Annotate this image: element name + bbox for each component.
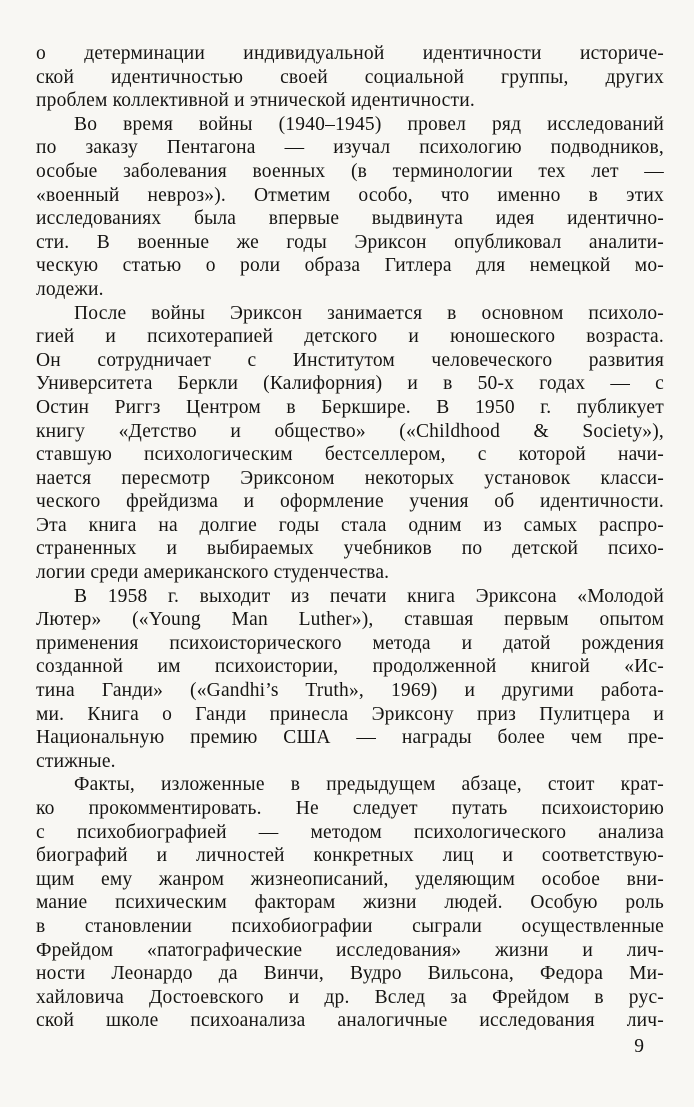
text-line: особые заболевания военных (в терминологии тех лет — bbox=[36, 160, 664, 182]
text-line: Эта книга на долгие годы стала одним из самых распро- bbox=[36, 514, 664, 536]
text-line: с психобиографией — методом психологического анализа bbox=[36, 821, 664, 843]
text-line: Лютер» («Young Man Luther»), ставшая первым опытом bbox=[36, 609, 664, 631]
text-line: Национальную премию США — награды более чем пре- bbox=[36, 727, 664, 749]
text-line: ности Леонардо да Винчи, Вудро Вильсона, Федора Ми- bbox=[36, 963, 664, 985]
text-line: ставшую психологическим бестселлером, с которой начи- bbox=[36, 444, 664, 466]
text-line: «военный невроз»). Отметим особо, что именно в этих bbox=[36, 184, 664, 206]
text-line: щим ему жанром жизнеописаний, уделяющим особое вни- bbox=[36, 868, 664, 890]
text-line: Он сотрудничает с Институтом человеческого развития bbox=[36, 349, 664, 371]
text-line: ской школе психоанализа аналогичные исследования лич- bbox=[36, 1010, 664, 1032]
text-line: созданной им психоистории, продолженной книгой «Ис- bbox=[36, 656, 664, 678]
text-line: проблем коллективной и этнической идентичности. bbox=[36, 90, 475, 112]
text-line: В 1958 г. выходит из печати книга Эриксона «Молодой bbox=[74, 585, 664, 607]
text-line: биографий и личностей конкретных лиц и соответствую- bbox=[36, 845, 664, 867]
text-line: исследованиях была впервые выдвинута идея идентично- bbox=[36, 208, 664, 230]
page-number: 9 bbox=[634, 1036, 644, 1057]
text-line: Факты, изложенные в предыдущем абзаце, стоит крат- bbox=[74, 774, 664, 796]
text-line: книгу «Детство и общество» («Childhood & Society»), bbox=[36, 420, 664, 442]
text-line: Во время войны (1940–1945) провел ряд исследований bbox=[74, 113, 664, 135]
text-line: ской идентичностью своей социальной группы, других bbox=[36, 66, 664, 88]
text-line: страненных и выбираемых учебников по детской психо- bbox=[36, 538, 664, 560]
text-line: логии среди американского студенчества. bbox=[36, 562, 390, 584]
text-line: ческую статью о роли образа Гитлера для немецкой мо- bbox=[36, 255, 664, 277]
text-line: Остин Риггз Центром в Беркшире. В 1950 г. публикует bbox=[36, 396, 664, 418]
text-line: гией и психотерапией детского и юношеского возраста. bbox=[36, 326, 664, 348]
text-line: После войны Эриксон занимается в основном психоло- bbox=[74, 302, 664, 324]
text-line: Фрейдом «патографические исследования» жизни и лич- bbox=[36, 939, 664, 961]
text-line: применения психоисторического метода и датой рождения bbox=[36, 632, 664, 654]
text-line: о детерминации индивидуальной идентичности историче- bbox=[36, 43, 664, 64]
text-line: сти. В военные же годы Эриксон опубликовал аналити- bbox=[36, 231, 664, 253]
text-line: хайловича Достоевского и др. Вслед за Фрейдом в рус- bbox=[36, 986, 664, 1008]
text-line: в становлении психобиографии сыграли осуществленные bbox=[36, 915, 664, 937]
text-line: стижные. bbox=[36, 750, 116, 772]
text-line: тина Ганди» («Gandhi’s Truth», 1969) и другими работа- bbox=[36, 680, 664, 702]
text-line: мание психическим факторам жизни людей. Особую роль bbox=[36, 892, 664, 914]
text-line: ми. Книга о Ганди принесла Эриксону приз Пулитцера и bbox=[36, 703, 664, 725]
text-line: Университета Беркли (Калифорния) и в 50-х годах — с bbox=[36, 373, 664, 395]
text-line: ко прокомментировать. Не следует путать психоисторию bbox=[36, 798, 664, 819]
text-line: ческого фрейдизма и оформление учения об идентичности. bbox=[36, 491, 664, 513]
text-line: нается пересмотр Эриксоном некоторых установок класси- bbox=[36, 467, 664, 489]
text-line: по заказу Пентагона — изучал психологию подводников, bbox=[36, 137, 664, 159]
text-line: лодежи. bbox=[36, 278, 104, 300]
text-block bbox=[36, 42, 664, 1033]
